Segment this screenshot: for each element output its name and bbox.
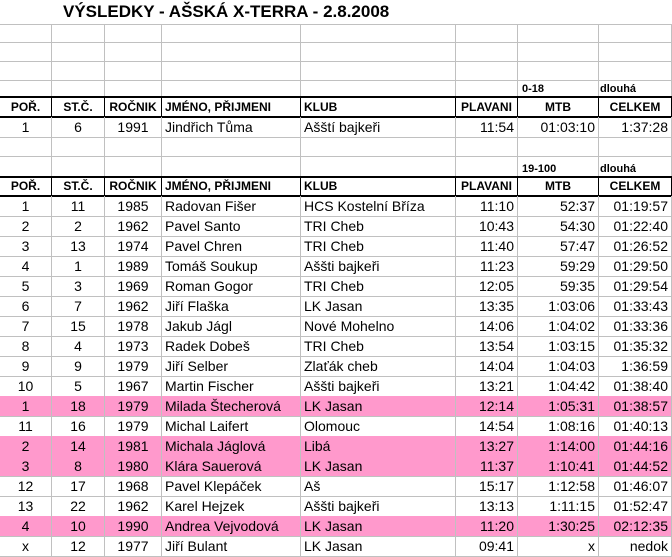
header-st: ST.Č. bbox=[52, 97, 105, 117]
cell-plavani: 11:20 bbox=[456, 516, 518, 536]
cell-por: 11 bbox=[0, 416, 52, 436]
cell-st: 18 bbox=[52, 396, 105, 416]
table-row bbox=[0, 276, 672, 296]
cell-celkem: 01:29:54 bbox=[599, 276, 672, 296]
cell-rocnik: 1969 bbox=[105, 276, 162, 296]
header-st: ST.Č. bbox=[52, 177, 105, 196]
cell-klub: Aššti bajkeři bbox=[301, 256, 456, 276]
table-row bbox=[0, 496, 672, 516]
cell-klub: LK Jasan bbox=[301, 536, 456, 556]
cell-por: 2 bbox=[0, 436, 52, 456]
cell-por: 3 bbox=[0, 236, 52, 256]
cell-celkem: 02:12:35 bbox=[599, 516, 672, 536]
table-row bbox=[0, 396, 672, 416]
cell-celkem: 01:38:40 bbox=[599, 376, 672, 396]
cell-rocnik: 1974 bbox=[105, 236, 162, 256]
grid-line bbox=[0, 24, 672, 25]
cell-plavani: 15:17 bbox=[456, 476, 518, 496]
cell-mtb: 59:35 bbox=[518, 276, 599, 296]
cell-plavani: 11:40 bbox=[456, 236, 518, 256]
cell-mtb: 1:03:06 bbox=[518, 296, 599, 316]
cell-st: 12 bbox=[52, 536, 105, 556]
grid-line bbox=[0, 137, 672, 138]
cell-por: 5 bbox=[0, 276, 52, 296]
cell-klub: Nové Mohelno bbox=[301, 316, 456, 336]
cell-rocnik: 1979 bbox=[105, 356, 162, 376]
cell-klub: Aš bbox=[301, 476, 456, 496]
cell-celkem: 01:38:57 bbox=[599, 396, 672, 416]
table-row bbox=[0, 216, 672, 236]
cell-klub: Ašští bajkeři bbox=[301, 117, 456, 137]
cell-plavani: 11:37 bbox=[456, 456, 518, 476]
cell-por: 9 bbox=[0, 356, 52, 376]
header-por: POŘ. bbox=[0, 177, 52, 196]
cell-klub: Aššti bajkeři bbox=[301, 496, 456, 516]
cell-celkem: 01:29:50 bbox=[599, 256, 672, 276]
grid-line bbox=[51, 24, 52, 97]
cell-jmeno: Jiří Bulant bbox=[162, 536, 301, 556]
cell-jmeno: Jakub Jágl bbox=[162, 316, 301, 336]
cell-rocnik: 1985 bbox=[105, 196, 162, 216]
table-row bbox=[0, 416, 672, 436]
grid-line bbox=[300, 24, 301, 97]
cell-por: 4 bbox=[0, 256, 52, 276]
cell-plavani: 10:43 bbox=[456, 216, 518, 236]
cell-mtb: 54:30 bbox=[518, 216, 599, 236]
table-row bbox=[0, 336, 672, 356]
cell-por: 8 bbox=[0, 336, 52, 356]
grid-line bbox=[51, 137, 52, 177]
cell-celkem: 01:19:57 bbox=[599, 196, 672, 216]
grid-line bbox=[517, 24, 518, 97]
cell-celkem: 01:22:40 bbox=[599, 216, 672, 236]
cell-mtb: 01:03:10 bbox=[518, 117, 599, 137]
cell-rocnik: 1962 bbox=[105, 496, 162, 516]
cell-jmeno: Milada Štecherová bbox=[162, 396, 301, 416]
cell-mtb: 57:47 bbox=[518, 236, 599, 256]
cell-celkem: 01:46:07 bbox=[599, 476, 672, 496]
cell-st: 10 bbox=[52, 516, 105, 536]
header-plavani: PLAVANI bbox=[456, 97, 518, 117]
cell-rocnik: 1977 bbox=[105, 536, 162, 556]
cell-plavani: 12:05 bbox=[456, 276, 518, 296]
grid-line bbox=[598, 137, 599, 177]
cell-st: 15 bbox=[52, 316, 105, 336]
cell-st: 1 bbox=[52, 256, 105, 276]
cell-mtb: 1:11:15 bbox=[518, 496, 599, 516]
grid-line bbox=[161, 137, 162, 177]
grid-line bbox=[104, 137, 105, 177]
cell-klub: TRI Cheb bbox=[301, 236, 456, 256]
cell-por: 12 bbox=[0, 476, 52, 496]
cell-klub: LK Jasan bbox=[301, 456, 456, 476]
cell-por: 1 bbox=[0, 396, 52, 416]
cell-jmeno: Roman Gogor bbox=[162, 276, 301, 296]
grid-line bbox=[598, 24, 599, 97]
cell-jmeno: Pavel Santo bbox=[162, 216, 301, 236]
cell-jmeno: Jiří Selber bbox=[162, 356, 301, 376]
table-row bbox=[0, 296, 672, 316]
cell-celkem: 01:40:13 bbox=[599, 416, 672, 436]
cell-mtb: 1:04:02 bbox=[518, 316, 599, 336]
cell-plavani: 13:27 bbox=[456, 436, 518, 456]
cell-rocnik: 1967 bbox=[105, 376, 162, 396]
cell-jmeno: Karel Hejzek bbox=[162, 496, 301, 516]
header-rocnik: ROČNIK bbox=[105, 177, 162, 196]
cell-mtb: 1:04:03 bbox=[518, 356, 599, 376]
cell-por: 3 bbox=[0, 456, 52, 476]
grid-line bbox=[0, 80, 672, 81]
table-row bbox=[0, 376, 672, 396]
cell-rocnik: 1979 bbox=[105, 416, 162, 436]
cell-rocnik: 1973 bbox=[105, 336, 162, 356]
header-mtb: MTB bbox=[518, 97, 599, 117]
cell-klub: TRI Cheb bbox=[301, 276, 456, 296]
cell-rocnik: 1978 bbox=[105, 316, 162, 336]
cell-por: 13 bbox=[0, 496, 52, 516]
cell-rocnik: 1979 bbox=[105, 396, 162, 416]
header-por: POŘ. bbox=[0, 97, 52, 117]
cell-klub: LK Jasan bbox=[301, 516, 456, 536]
cell-mtb: 52:37 bbox=[518, 196, 599, 216]
table-row bbox=[0, 456, 672, 476]
cell-rocnik: 1962 bbox=[105, 216, 162, 236]
cell-jmeno: Jindřich Tůma bbox=[162, 117, 301, 137]
cell-rocnik: 1981 bbox=[105, 436, 162, 456]
cell-por: 7 bbox=[0, 316, 52, 336]
table-row bbox=[0, 236, 672, 256]
grid-line bbox=[0, 156, 672, 157]
cell-celkem: 01:44:16 bbox=[599, 436, 672, 456]
cell-plavani: 11:23 bbox=[456, 256, 518, 276]
cell-jmeno: Radovan Fišer bbox=[162, 196, 301, 216]
table-row bbox=[0, 476, 672, 496]
cell-jmeno: Martin Fischer bbox=[162, 376, 301, 396]
cell-plavani: 14:04 bbox=[456, 356, 518, 376]
cell-plavani: 09:41 bbox=[456, 536, 518, 556]
section1-category: 0-18 bbox=[522, 83, 545, 95]
cell-st: 2 bbox=[52, 216, 105, 236]
cell-st: 5 bbox=[52, 376, 105, 396]
cell-jmeno: Pavel Chren bbox=[162, 236, 301, 256]
header-plavani: PLAVANI bbox=[456, 177, 518, 196]
cell-celkem: 1:36:59 bbox=[599, 356, 672, 376]
section2-header bbox=[0, 177, 672, 196]
grid-line bbox=[300, 137, 301, 177]
cell-st: 22 bbox=[52, 496, 105, 516]
grid-line bbox=[517, 137, 518, 177]
cell-rocnik: 1980 bbox=[105, 456, 162, 476]
table-row bbox=[0, 316, 672, 336]
cell-st: 13 bbox=[52, 236, 105, 256]
cell-plavani: 11:54 bbox=[456, 117, 518, 137]
cell-mtb: 1:04:42 bbox=[518, 376, 599, 396]
cell-por: 4 bbox=[0, 516, 52, 536]
cell-rocnik: 1968 bbox=[105, 476, 162, 496]
grid-line bbox=[0, 42, 672, 43]
cell-plavani: 11:10 bbox=[456, 196, 518, 216]
cell-por: 1 bbox=[0, 196, 52, 216]
cell-klub: Libá bbox=[301, 436, 456, 456]
cell-klub: LK Jasan bbox=[301, 396, 456, 416]
sheet-title: VÝSLEDKY - AŠSKÁ X-TERRA - 2.8.2008 bbox=[63, 2, 390, 21]
cell-st: 11 bbox=[52, 196, 105, 216]
table-row bbox=[0, 196, 672, 216]
cell-jmeno: Radek Dobeš bbox=[162, 336, 301, 356]
cell-klub: Aššti bajkeři bbox=[301, 376, 456, 396]
cell-por: 2 bbox=[0, 216, 52, 236]
section1-header bbox=[0, 97, 672, 117]
cell-klub: TRI Cheb bbox=[301, 216, 456, 236]
cell-celkem: 01:44:52 bbox=[599, 456, 672, 476]
section2-category: 19-100 bbox=[522, 163, 557, 175]
cell-jmeno: Andrea Vejvodová bbox=[162, 516, 301, 536]
cell-celkem: 01:35:32 bbox=[599, 336, 672, 356]
cell-st: 16 bbox=[52, 416, 105, 436]
cell-mtb: 59:29 bbox=[518, 256, 599, 276]
cell-mtb: 1:05:31 bbox=[518, 396, 599, 416]
cell-por: x bbox=[0, 536, 52, 556]
cell-plavani: 13:21 bbox=[456, 376, 518, 396]
grid-line bbox=[104, 24, 105, 97]
cell-plavani: 13:13 bbox=[456, 496, 518, 516]
cell-st: 3 bbox=[52, 276, 105, 296]
cell-klub: Olomouc bbox=[301, 416, 456, 436]
grid-line bbox=[455, 137, 456, 177]
cell-celkem: 01:26:52 bbox=[599, 236, 672, 256]
cell-mtb: 1:10:41 bbox=[518, 456, 599, 476]
cell-mtb: 1:08:16 bbox=[518, 416, 599, 436]
cell-por: 10 bbox=[0, 376, 52, 396]
cell-rocnik: 1991 bbox=[105, 117, 162, 137]
cell-rocnik: 1989 bbox=[105, 256, 162, 276]
cell-st: 8 bbox=[52, 456, 105, 476]
cell-celkem: 01:33:36 bbox=[599, 316, 672, 336]
cell-mtb: x bbox=[518, 536, 599, 556]
cell-plavani: 13:54 bbox=[456, 336, 518, 356]
table-row bbox=[0, 536, 672, 556]
cell-st: 6 bbox=[52, 117, 105, 137]
cell-mtb: 1:12:58 bbox=[518, 476, 599, 496]
cell-klub: Zlaťák cheb bbox=[301, 356, 456, 376]
header-jmeno: JMÉNO, PŘIJMENI bbox=[162, 97, 301, 117]
table-row bbox=[0, 436, 672, 456]
cell-celkem: nedok bbox=[599, 536, 672, 556]
cell-rocnik: 1990 bbox=[105, 516, 162, 536]
grid-line bbox=[161, 24, 162, 97]
table-row bbox=[0, 516, 672, 536]
cell-klub: HCS Kostelní Bříza bbox=[301, 196, 456, 216]
header-jmeno: JMÉNO, PŘIJMENI bbox=[162, 177, 301, 196]
table-row bbox=[0, 256, 672, 276]
cell-celkem: 1:37:28 bbox=[599, 117, 672, 137]
section1-course: dlouhá bbox=[600, 83, 637, 95]
cell-st: 14 bbox=[52, 436, 105, 456]
cell-jmeno: Michal Laifert bbox=[162, 416, 301, 436]
cell-por: 6 bbox=[0, 296, 52, 316]
cell-klub: LK Jasan bbox=[301, 296, 456, 316]
cell-st: 4 bbox=[52, 336, 105, 356]
header-klub: KLUB bbox=[301, 177, 456, 196]
header-celkem: CELKEM bbox=[599, 97, 672, 117]
cell-jmeno: Jiří Flaška bbox=[162, 296, 301, 316]
grid-line bbox=[0, 61, 672, 62]
cell-plavani: 14:54 bbox=[456, 416, 518, 436]
cell-klub: TRI Cheb bbox=[301, 336, 456, 356]
table-row bbox=[0, 356, 672, 376]
cell-plavani: 12:14 bbox=[456, 396, 518, 416]
cell-st: 9 bbox=[52, 356, 105, 376]
cell-rocnik: 1962 bbox=[105, 296, 162, 316]
cell-st: 7 bbox=[52, 296, 105, 316]
cell-celkem: 01:52:47 bbox=[599, 496, 672, 516]
cell-plavani: 14:06 bbox=[456, 316, 518, 336]
cell-st: 17 bbox=[52, 476, 105, 496]
header-rocnik: ROČNIK bbox=[105, 97, 162, 117]
header-mtb: MTB bbox=[518, 177, 599, 196]
header-klub: KLUB bbox=[301, 97, 456, 117]
section2-course: dlouhá bbox=[600, 163, 637, 175]
cell-jmeno: Tomáš Soukup bbox=[162, 256, 301, 276]
cell-jmeno: Michala Jáglová bbox=[162, 436, 301, 456]
cell-por: 1 bbox=[0, 117, 52, 137]
grid-line bbox=[455, 24, 456, 97]
cell-mtb: 1:14:00 bbox=[518, 436, 599, 456]
cell-jmeno: Klára Sauerová bbox=[162, 456, 301, 476]
header-celkem: CELKEM bbox=[599, 177, 672, 196]
cell-plavani: 13:35 bbox=[456, 296, 518, 316]
cell-celkem: 01:33:43 bbox=[599, 296, 672, 316]
table-row bbox=[0, 117, 672, 137]
cell-mtb: 1:03:15 bbox=[518, 336, 599, 356]
cell-jmeno: Pavel Klepáček bbox=[162, 476, 301, 496]
cell-mtb: 1:30:25 bbox=[518, 516, 599, 536]
